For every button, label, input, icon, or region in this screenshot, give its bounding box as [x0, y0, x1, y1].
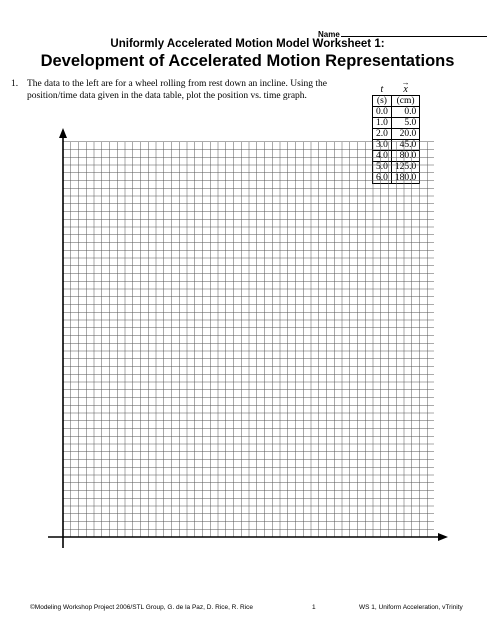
footer-copyright: ©Modeling Workshop Project 2006/STL Group, G. de la Paz, D. Rice, R. Rice: [30, 604, 253, 611]
graph-grid: [63, 142, 434, 537]
position-unit: (cm): [391, 96, 419, 107]
position-cell: 0.0: [391, 107, 419, 118]
time-cell: 6.0: [373, 173, 392, 184]
y-axis-arrow-icon: [59, 128, 67, 138]
position-column-header: → x: [391, 80, 419, 96]
time-cell: 1.0: [373, 118, 392, 129]
position-cell: 125.0: [391, 162, 419, 173]
x-axis-arrow-icon: [438, 533, 448, 541]
position-cell: 80.0: [391, 151, 419, 162]
vector-arrow: →: [401, 78, 410, 87]
time-unit: (s): [373, 96, 392, 107]
time-cell: 5.0: [373, 162, 392, 173]
worksheet-subtitle: Uniformly Accelerated Motion Model Worksheet 1:: [110, 38, 385, 50]
question-number: 1.: [11, 79, 19, 89]
time-column-header: t: [380, 84, 384, 95]
question-text: The data to the left are for a wheel rolling from rest down an incline. Using the position/time data given in the data table, plot the position vs. time graph.: [27, 79, 327, 101]
position-cell: 45.0: [391, 140, 419, 151]
time-cell: 3.0: [373, 140, 392, 151]
name-label: Name: [318, 30, 340, 39]
time-cell: 2.0: [373, 129, 392, 140]
time-cell: 0.0: [373, 107, 392, 118]
position-cell: 180.0: [391, 173, 419, 184]
footer-page-number: 1: [312, 604, 316, 611]
position-cell: 5.0: [391, 118, 419, 129]
footer-worksheet-id: WS 1, Uniform Acceleration, vTrinity: [359, 604, 463, 611]
time-cell: 4.0: [373, 151, 392, 162]
position-cell: 20.0: [391, 129, 419, 140]
worksheet-title: Development of Accelerated Motion Representations: [40, 52, 455, 70]
